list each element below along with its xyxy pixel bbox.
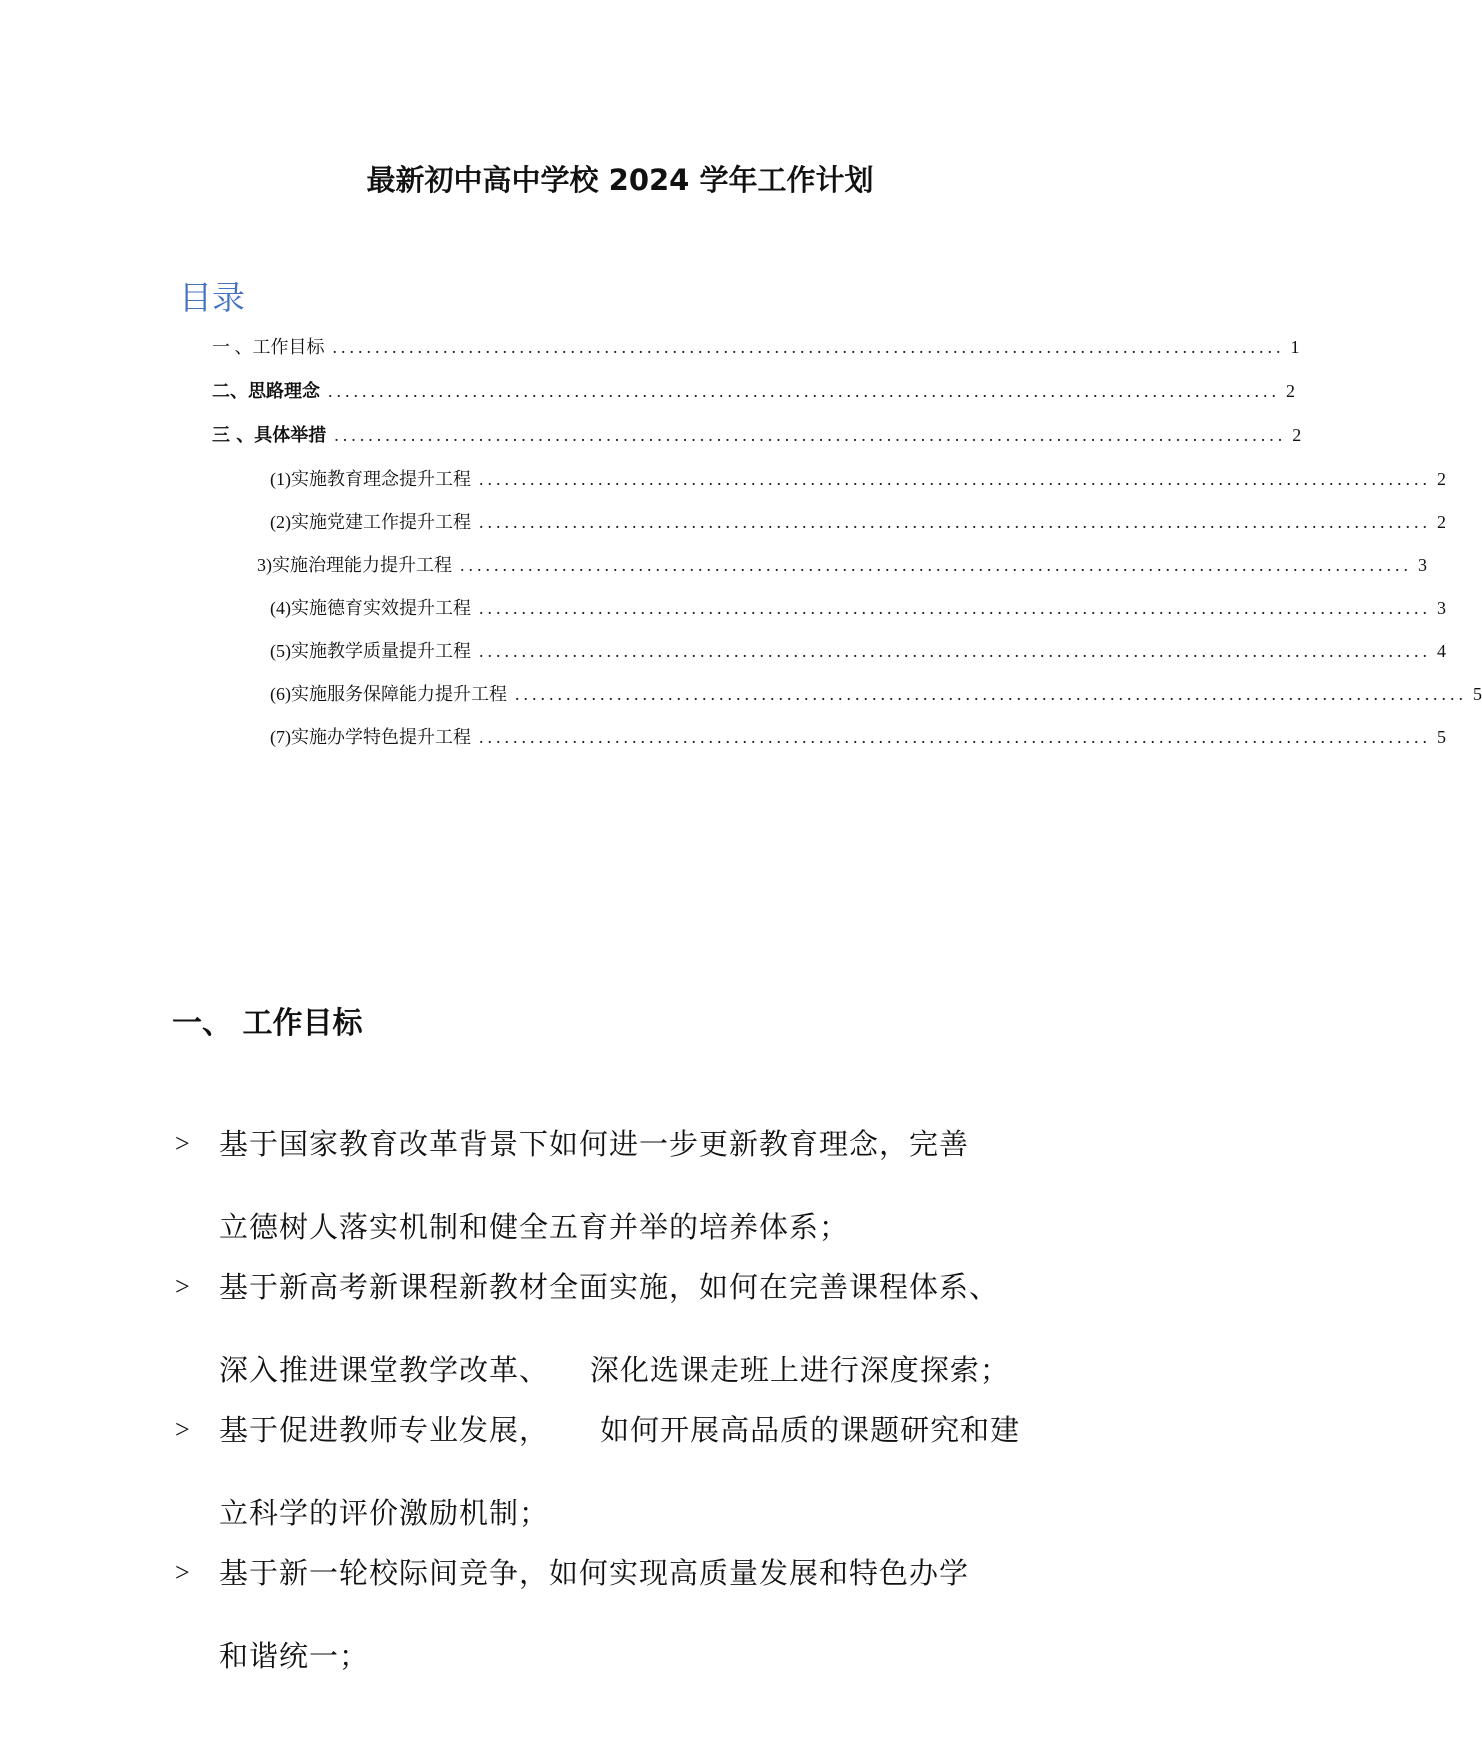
toc-leader-dots: ................................................................................................................	[328, 381, 1280, 401]
bullet-text-line: 和谐统一；	[219, 1639, 370, 1673]
toc-item[interactable]	[270, 681, 1482, 707]
toc-item[interactable]	[270, 595, 1446, 621]
toc-item-page: 2	[1437, 512, 1446, 532]
bullet-text-line: 立科学的评价激励机制；	[219, 1496, 550, 1530]
bullet-marker: >	[175, 1129, 190, 1158]
toc-item-page: 5	[1473, 684, 1482, 704]
toc-item-page: 2	[1437, 469, 1446, 489]
toc-item-label: 实施教育理念提升工程	[291, 469, 471, 490]
toc-item-number: (7)	[270, 727, 291, 747]
toc-item-page: 1	[1290, 337, 1300, 357]
toc-item-label: 实施教学质量提升工程	[291, 641, 471, 662]
toc-item-page: 3	[1437, 598, 1446, 618]
toc-leader-dots: ................................................................................................................	[515, 684, 1467, 704]
bullet-text-line: 基于国家教育改革背景下如何进一步更新教育理念，完善	[219, 1127, 970, 1161]
toc-item-label: 实施服务保障能力提升工程	[291, 684, 507, 705]
toc-leader-dots: ................................................................................................................	[479, 469, 1431, 489]
toc-leader-dots: ................................................................................................................	[479, 641, 1431, 661]
toc-item-page: 4	[1437, 641, 1446, 661]
toc-item-label: 思路理念	[248, 381, 320, 402]
toc-leader-dots: ................................................................................................................	[479, 727, 1431, 747]
bullet-text-line: 深入推进课堂教学改革、 深化选课走班上进行深度探索；	[219, 1353, 1010, 1387]
section-heading: 一、 工作目标	[172, 1006, 363, 1041]
toc-item-label: 实施治理能力提升工程	[272, 555, 452, 576]
toc-item-label: 实施办学特色提升工程	[291, 727, 471, 748]
bullet-text-line: 基于促进教师专业发展， 如何开展高品质的课题研究和建	[219, 1413, 1021, 1447]
toc-item[interactable]	[257, 552, 1427, 578]
bullet-text-line: 立德树人落实机制和健全五育并举的培养体系；	[219, 1210, 850, 1244]
bullet-text-line: 基于新一轮校际间竞争，如何实现高质量发展和特色办学	[219, 1556, 970, 1590]
toc-item-number: (6)	[270, 684, 291, 704]
bullet-marker: >	[175, 1558, 190, 1587]
toc-item[interactable]	[212, 334, 1300, 360]
toc-item-page: 2	[1286, 381, 1295, 401]
toc-item-number: (1)	[270, 469, 291, 489]
toc-item[interactable]	[270, 509, 1446, 535]
toc-item[interactable]	[270, 724, 1446, 750]
bullet-marker: >	[175, 1415, 190, 1444]
bullet-marker: >	[175, 1272, 190, 1301]
toc-item-page: 2	[1292, 425, 1302, 445]
toc-item-page: 3	[1418, 555, 1427, 575]
document-title: 最新初中高中学校 2024 学年工作计划	[366, 163, 874, 197]
toc-leader-dots: ................................................................................................................	[332, 337, 1285, 357]
toc-leader-dots: ................................................................................................................	[479, 598, 1431, 618]
toc-item[interactable]	[270, 638, 1446, 664]
toc-leader-dots: ................................................................................................................	[460, 555, 1412, 575]
toc-item-label: 实施德育实效提升工程	[291, 598, 471, 619]
toc-item[interactable]	[212, 422, 1302, 448]
toc-item-number: 3)	[257, 555, 272, 575]
toc-item-label: 具体举措	[254, 425, 327, 446]
bullet-text-line: 基于新高考新课程新教材全面实施，如何在完善课程体系、	[219, 1270, 1000, 1304]
toc-item-number: (5)	[270, 641, 291, 661]
toc-heading: 目录	[179, 278, 245, 317]
toc-item-number: (4)	[270, 598, 291, 618]
toc-leader-dots: ................................................................................................................	[334, 425, 1287, 445]
toc-item[interactable]	[212, 378, 1295, 404]
toc-item-page: 5	[1437, 727, 1446, 747]
toc-item[interactable]	[270, 466, 1446, 492]
toc-item-number: 二、	[212, 381, 248, 402]
toc-item-label: 实施党建工作提升工程	[291, 512, 471, 533]
toc-item-number: (2)	[270, 512, 291, 532]
toc-item-number: 三 、	[212, 425, 255, 446]
toc-item-label: 工作目标	[252, 337, 325, 358]
toc-item-number: 一 、	[212, 337, 253, 357]
toc-leader-dots: ................................................................................................................	[479, 512, 1431, 532]
